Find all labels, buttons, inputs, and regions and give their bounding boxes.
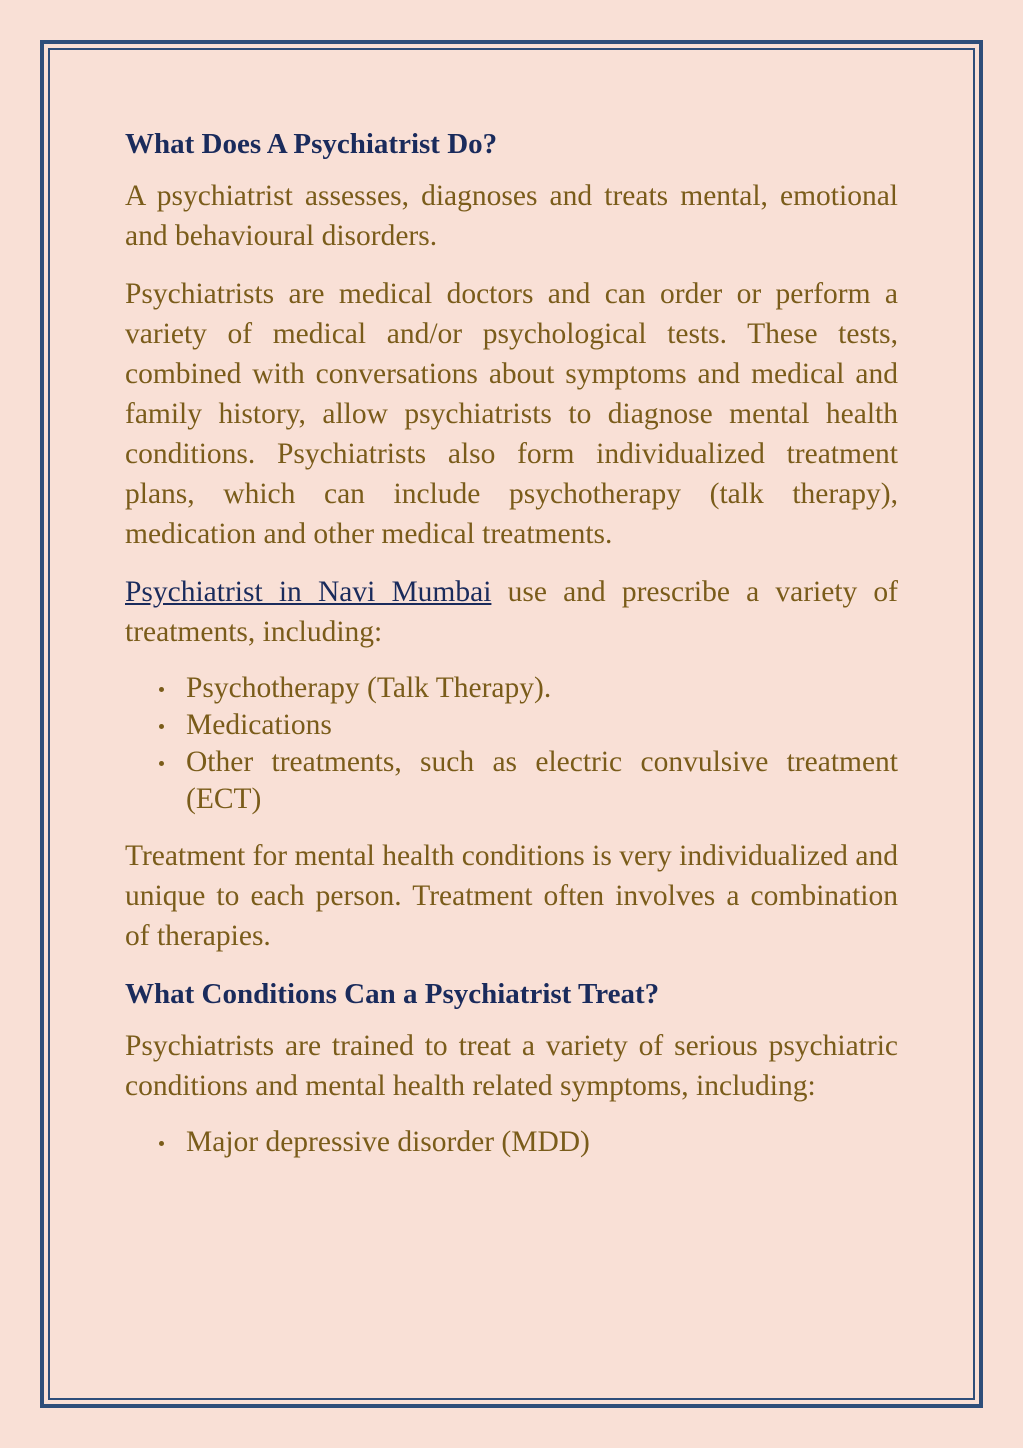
- psychiatrist-navi-mumbai-link[interactable]: Psychiatrist in Navi Mumbai: [125, 576, 492, 608]
- paragraph-medical-doctors: Psychiatrists are medical doctors and can order or perform a variety of medical and/or psychological tests. These tests, combined with conversations about symptoms and medical and family history, allow psychiatrists to diagnose mental health conditions. Psychiatrists also form individualized treatment plans, which can include psychotherapy (talk therapy), medication and other medical treatments.: [125, 278, 898, 550]
- paragraph-individualized: Treatment for mental health conditions is very individualized and unique to each person. Treatment often involves a combination of therapies.: [125, 840, 898, 952]
- paragraph-treatments-intro: [125, 572, 898, 652]
- conditions-list: [125, 1124, 898, 1161]
- list-item: Psychotherapy (Talk Therapy).: [186, 670, 898, 707]
- paragraph-intro: A psychiatrist assesses, diagnoses and treats mental, emotional and behavioural disorders.: [125, 180, 898, 252]
- list-item: Major depressive disorder (MDD): [186, 1124, 898, 1161]
- list-item: Other treatments, such as electric convulsive treatment (ECT): [186, 744, 898, 818]
- paragraph-treatments-text: use and prescribe a variety of treatments, including:: [125, 576, 899, 648]
- section-heading-conditions: What Conditions Can a Psychiatrist Treat?: [125, 978, 660, 1010]
- list-item: Medications: [186, 707, 898, 744]
- document-content: [125, 124, 898, 1179]
- section-heading-what-does: What Does A Psychiatrist Do?: [125, 128, 498, 160]
- treatments-list: [125, 670, 898, 818]
- paragraph-conditions-intro: Psychiatrists are trained to treat a variety of serious psychiatric conditions and mental health related symptoms, including:: [125, 1030, 898, 1102]
